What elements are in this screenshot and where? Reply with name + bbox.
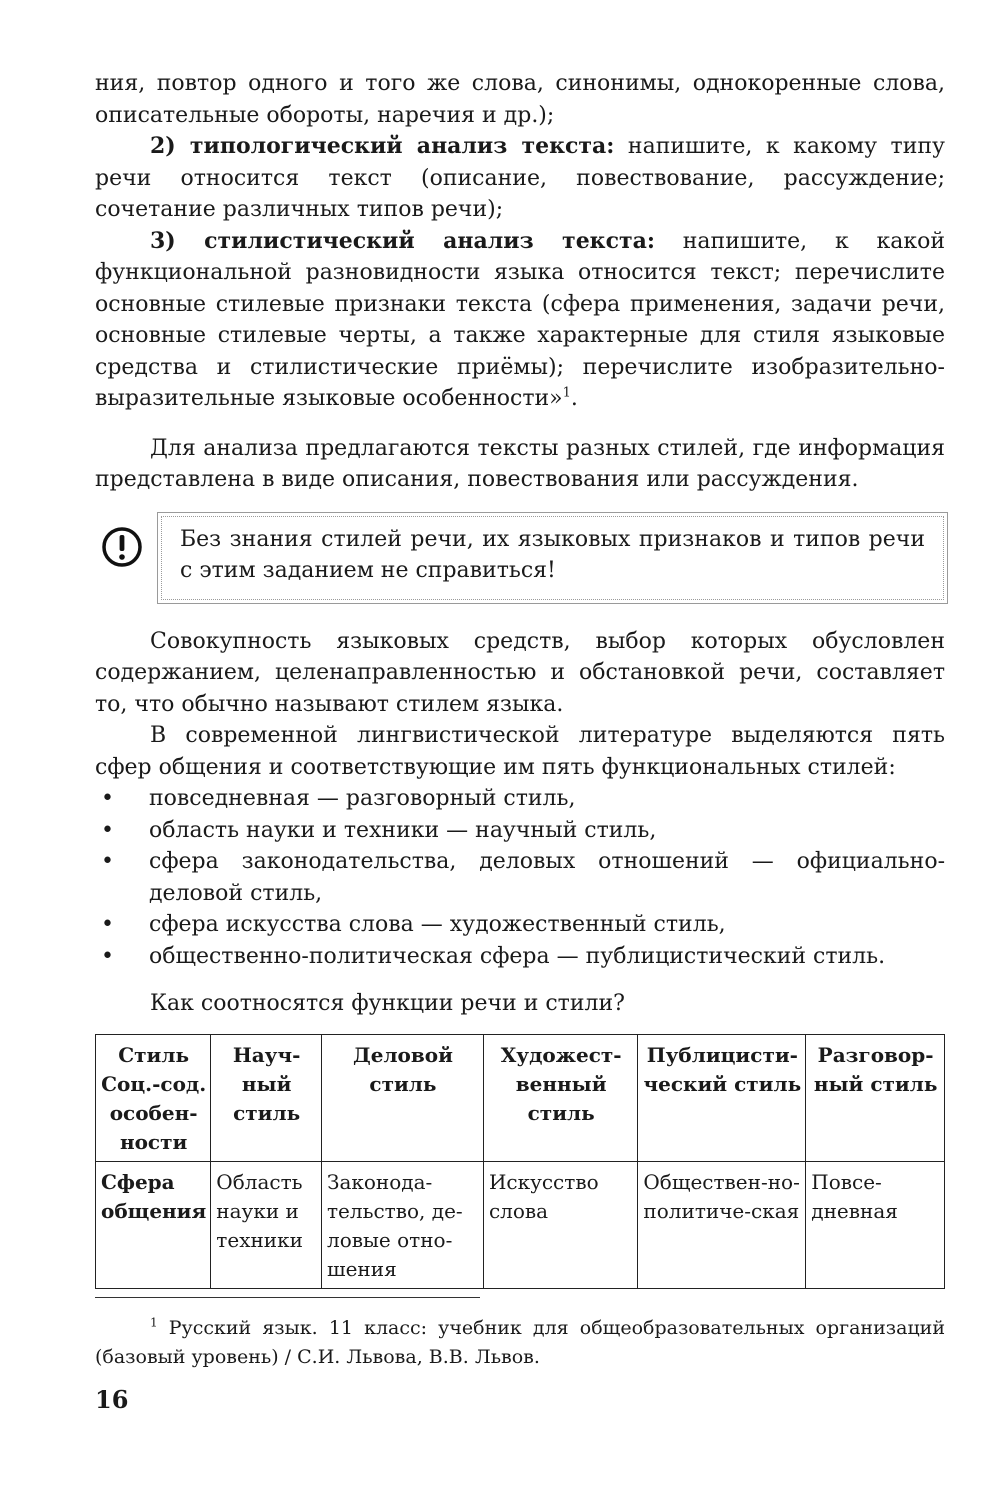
note-block [95, 512, 945, 608]
bullet-icon: • [101, 943, 114, 969]
footnote [95, 1314, 945, 1372]
paragraph-typological [95, 131, 945, 226]
page-body [95, 68, 945, 1289]
list-item: • общественно-политическая сфера — публицистический стиль. [95, 941, 945, 973]
paragraph-analysis: Для анализа предлагаются тексты разных стилей, где информация представлена в виде описания, повествования или рассуждения. [95, 435, 945, 492]
list-item: • область науки и техники — научный стиль, [95, 815, 945, 847]
table-header-row [96, 1034, 945, 1161]
table-cell: Повсе-дневная [806, 1161, 945, 1288]
bullet-icon: • [101, 786, 114, 811]
typological-text: напишите, к какому типу речи относится текст (описание, повествование, рассуждение; сочетание различных типов речи); [95, 134, 945, 222]
footnote-reference: 1 [562, 385, 571, 401]
stylistic-label: 3) стилистический анализ текста: [150, 227, 655, 254]
paragraph-stylistic [95, 226, 945, 415]
table-header-cell: Деловой стиль [321, 1034, 483, 1161]
table-cell: Обществен-но-политиче-ская [638, 1161, 806, 1288]
paragraph-1: ния, повтор одного и того же слова, синонимы, однокоренные слова, описательные обороты, наречия и др.); [95, 71, 945, 128]
typological-label: 2) типологический анализ текста: [150, 133, 615, 159]
list-item: • повседневная — разговорный стиль, [95, 783, 945, 815]
note-box [157, 512, 948, 604]
table-header-cell: Публицисти-ческий стиль [638, 1034, 806, 1161]
bullet-icon: • [101, 849, 114, 874]
table-row [96, 1161, 945, 1288]
table-row-header: Сфера общения [96, 1161, 211, 1288]
table-cell: Законода-тельство, де-ловые отно-шения [321, 1161, 483, 1288]
question-text: Как соотносятся функции речи и стили? [150, 991, 625, 1016]
table-cell: Искусство слова [483, 1161, 637, 1288]
bullet-icon: • [101, 912, 114, 937]
list-item: • сфера искусства слова — художественный стиль, [95, 909, 945, 941]
stylistic-end: . [570, 386, 578, 411]
footnote-text: Русский язык. 11 класс: учебник для общеобразовательных организаций (базовый уровень) / С.И. Львова, В.В. Львов. [95, 1317, 945, 1368]
table-header-cell: Науч-ный стиль [211, 1034, 322, 1161]
exclamation-circle-icon [101, 526, 143, 568]
note-text: Без знания стилей речи, их языковых признаков и типов речи с этим заданием не справиться! [180, 526, 925, 583]
footnote-mark: 1 [150, 1315, 158, 1330]
styles-table [95, 1034, 945, 1289]
bullet-icon: • [101, 817, 114, 843]
table-header-cell: Разговор-ный стиль [806, 1034, 945, 1161]
table-header-cell: Художест-венный стиль [483, 1034, 637, 1161]
table-header-cell: Стиль Соц.-сод. особен-ности [96, 1034, 211, 1161]
table-cell: Область науки и техники [211, 1161, 322, 1288]
styles-list [95, 783, 945, 972]
stylistic-text: напишите, к какой функциональной разновидности языка относится текст; перечислите основные стилевые признаки текста (сфера применения, задачи речи, основные стилевые черты, а также характерные для стиля языковые средства и стилистические приёмы); перечислите изобразительно-выразительные языковые особенности» [95, 228, 945, 411]
footnote-divider [95, 1297, 480, 1298]
paragraph-style-definition: Совокупность языковых средств, выбор которых обусловлен содержанием, целенаправленностью и обстановкой речи, составляет то, что обычно называют стилем языка. [95, 628, 945, 717]
paragraph-spheres: В современной лингвистической литературе выделяются пять сфер общения и соответствующие им пять функциональных стилей: [95, 723, 945, 780]
list-item: • сфера законодательства, деловых отношений — официально-деловой стиль, [95, 846, 945, 909]
page-number: 16 [95, 1385, 129, 1414]
